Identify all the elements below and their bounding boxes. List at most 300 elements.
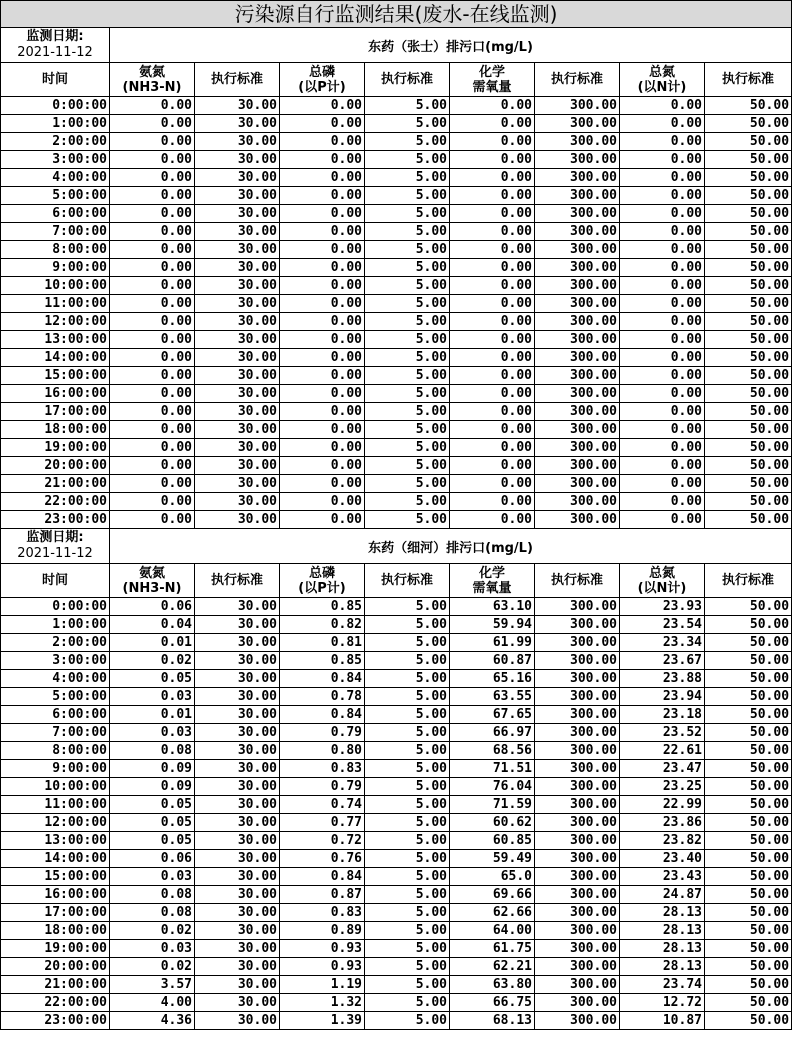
header-tp (280, 63, 365, 97)
tn-value: 0.00 (620, 457, 705, 475)
cod-value: 60.85 (450, 832, 535, 850)
tn-value: 0.00 (620, 295, 705, 313)
table-row (1, 97, 792, 115)
cod-value: 0.00 (450, 493, 535, 511)
tp-value: 0.87 (280, 886, 365, 904)
nh3-value: 0.00 (110, 457, 195, 475)
tp-value: 0.00 (280, 295, 365, 313)
tn-standard: 50.00 (705, 850, 792, 868)
tn-value: 0.00 (620, 259, 705, 277)
cod-value: 64.00 (450, 922, 535, 940)
cod-standard: 300.00 (535, 868, 620, 886)
table-row (1, 439, 792, 457)
tn-standard: 50.00 (705, 616, 792, 634)
tn-standard: 50.00 (705, 313, 792, 331)
monitoring-date-label: 监测日期: (26, 530, 84, 545)
cod-standard: 300.00 (535, 385, 620, 403)
table-row (1, 187, 792, 205)
tp-standard: 5.00 (365, 403, 450, 421)
tp-standard: 5.00 (365, 652, 450, 670)
cod-standard: 300.00 (535, 814, 620, 832)
nh3-standard: 30.00 (195, 493, 280, 511)
cod-standard: 300.00 (535, 760, 620, 778)
cod-value: 71.59 (450, 796, 535, 814)
cod-standard: 300.00 (535, 439, 620, 457)
table-row (1, 385, 792, 403)
tn-value: 23.94 (620, 688, 705, 706)
cod-value: 71.51 (450, 760, 535, 778)
cod-standard: 300.00 (535, 277, 620, 295)
header-nh3-standard (195, 63, 280, 97)
time-cell: 15:00:00 (1, 367, 110, 385)
header-nh3-text: 氨氮 (138, 64, 165, 80)
cod-standard: 300.00 (535, 742, 620, 760)
nh3-value: 0.00 (110, 349, 195, 367)
tn-standard: 50.00 (705, 223, 792, 241)
time-cell: 3:00:00 (1, 151, 110, 169)
cod-standard: 300.00 (535, 904, 620, 922)
tp-value: 0.82 (280, 616, 365, 634)
cod-standard: 300.00 (535, 670, 620, 688)
table-row (1, 133, 792, 151)
nh3-standard: 30.00 (195, 457, 280, 475)
nh3-value: 0.00 (110, 223, 195, 241)
tn-standard: 50.00 (705, 277, 792, 295)
nh3-standard: 30.00 (195, 940, 280, 958)
time-cell: 19:00:00 (1, 439, 110, 457)
nh3-value: 0.08 (110, 904, 195, 922)
tn-standard: 50.00 (705, 421, 792, 439)
table-row (1, 151, 792, 169)
tp-standard: 5.00 (365, 670, 450, 688)
nh3-standard: 30.00 (195, 724, 280, 742)
time-cell: 15:00:00 (1, 868, 110, 886)
cod-value: 0.00 (450, 457, 535, 475)
tn-value: 23.18 (620, 706, 705, 724)
table-row (1, 724, 792, 742)
tp-standard: 5.00 (365, 187, 450, 205)
cod-value: 68.13 (450, 1012, 535, 1030)
cod-standard: 300.00 (535, 688, 620, 706)
cod-value: 0.00 (450, 115, 535, 133)
tn-value: 0.00 (620, 331, 705, 349)
nh3-standard: 30.00 (195, 187, 280, 205)
header-tp-text: (以P计) (298, 580, 346, 596)
header-nh3-text: (NH3-N) (122, 580, 182, 596)
header-tn (620, 564, 705, 598)
time-cell: 21:00:00 (1, 475, 110, 493)
header-nh3 (110, 63, 195, 97)
tn-standard: 50.00 (705, 367, 792, 385)
cod-value: 60.62 (450, 814, 535, 832)
nh3-standard: 30.00 (195, 151, 280, 169)
nh3-value: 0.00 (110, 295, 195, 313)
tn-standard: 50.00 (705, 439, 792, 457)
header-tn-standard-text: 执行标准 (722, 72, 775, 87)
tp-value: 0.00 (280, 511, 365, 529)
cod-standard: 300.00 (535, 349, 620, 367)
table-row (1, 904, 792, 922)
cod-value: 0.00 (450, 475, 535, 493)
cod-standard: 300.00 (535, 634, 620, 652)
tp-value: 1.39 (280, 1012, 365, 1030)
nh3-standard: 30.00 (195, 922, 280, 940)
nh3-standard: 30.00 (195, 475, 280, 493)
nh3-standard: 30.00 (195, 421, 280, 439)
time-cell: 16:00:00 (1, 886, 110, 904)
cod-value: 62.66 (450, 904, 535, 922)
tn-value: 0.00 (620, 493, 705, 511)
tn-value: 0.00 (620, 313, 705, 331)
nh3-value: 4.00 (110, 994, 195, 1012)
cod-value: 68.56 (450, 742, 535, 760)
tp-value: 0.74 (280, 796, 365, 814)
cod-standard: 300.00 (535, 403, 620, 421)
time-cell: 19:00:00 (1, 940, 110, 958)
nh3-standard: 30.00 (195, 850, 280, 868)
nh3-value: 0.02 (110, 922, 195, 940)
tn-value: 23.93 (620, 598, 705, 616)
nh3-value: 0.00 (110, 169, 195, 187)
tn-standard: 50.00 (705, 403, 792, 421)
cod-standard: 300.00 (535, 367, 620, 385)
tn-value: 0.00 (620, 223, 705, 241)
tp-standard: 5.00 (365, 511, 450, 529)
header-nh3 (110, 564, 195, 598)
nh3-value: 0.00 (110, 385, 195, 403)
header-cod-standard (535, 564, 620, 598)
cod-standard: 300.00 (535, 976, 620, 994)
tn-value: 28.13 (620, 940, 705, 958)
nh3-standard: 30.00 (195, 169, 280, 187)
tn-value: 0.00 (620, 367, 705, 385)
cod-value: 61.75 (450, 940, 535, 958)
nh3-standard: 30.00 (195, 277, 280, 295)
tp-standard: 5.00 (365, 904, 450, 922)
time-cell: 10:00:00 (1, 277, 110, 295)
tp-standard: 5.00 (365, 385, 450, 403)
tp-value: 0.80 (280, 742, 365, 760)
time-cell: 18:00:00 (1, 421, 110, 439)
time-cell: 0:00:00 (1, 598, 110, 616)
time-cell: 2:00:00 (1, 133, 110, 151)
tn-value: 0.00 (620, 241, 705, 259)
tp-standard: 5.00 (365, 958, 450, 976)
cod-standard: 300.00 (535, 511, 620, 529)
tn-standard: 50.00 (705, 331, 792, 349)
header-time-text: 时间 (41, 72, 68, 87)
tn-standard: 50.00 (705, 886, 792, 904)
tp-value: 0.00 (280, 241, 365, 259)
table-row (1, 277, 792, 295)
cod-standard: 300.00 (535, 259, 620, 277)
cod-standard: 300.00 (535, 313, 620, 331)
header-tp-text: (以P计) (298, 79, 346, 95)
tn-standard: 50.00 (705, 1012, 792, 1030)
tp-value: 0.00 (280, 349, 365, 367)
table-row (1, 616, 792, 634)
tp-standard: 5.00 (365, 706, 450, 724)
cod-value: 0.00 (450, 277, 535, 295)
cod-value: 0.00 (450, 421, 535, 439)
time-cell: 7:00:00 (1, 724, 110, 742)
nh3-standard: 30.00 (195, 259, 280, 277)
cod-standard: 300.00 (535, 475, 620, 493)
cod-value: 0.00 (450, 205, 535, 223)
tn-standard: 50.00 (705, 706, 792, 724)
table-row (1, 403, 792, 421)
tn-standard: 50.00 (705, 115, 792, 133)
tn-value: 0.00 (620, 115, 705, 133)
tp-value: 0.78 (280, 688, 365, 706)
tn-standard: 50.00 (705, 958, 792, 976)
table-row (1, 598, 792, 616)
cod-value: 0.00 (450, 151, 535, 169)
cod-standard: 300.00 (535, 616, 620, 634)
tp-standard: 5.00 (365, 742, 450, 760)
nh3-standard: 30.00 (195, 133, 280, 151)
cod-value: 59.49 (450, 850, 535, 868)
header-cod-text: 需氧量 (472, 580, 512, 596)
time-cell: 5:00:00 (1, 187, 110, 205)
tp-standard: 5.00 (365, 475, 450, 493)
cod-value: 0.00 (450, 295, 535, 313)
nh3-standard: 30.00 (195, 295, 280, 313)
cod-standard: 300.00 (535, 922, 620, 940)
table-row (1, 475, 792, 493)
tn-value: 23.67 (620, 652, 705, 670)
header-nh3-standard (195, 564, 280, 598)
nh3-value: 0.03 (110, 724, 195, 742)
tp-value: 0.83 (280, 760, 365, 778)
tp-value: 0.00 (280, 457, 365, 475)
nh3-value: 0.01 (110, 706, 195, 724)
nh3-value: 0.00 (110, 241, 195, 259)
tn-value: 28.13 (620, 922, 705, 940)
cod-standard: 300.00 (535, 187, 620, 205)
header-tn-standard (705, 564, 792, 598)
tp-standard: 5.00 (365, 1012, 450, 1030)
tn-standard: 50.00 (705, 97, 792, 115)
time-cell: 5:00:00 (1, 688, 110, 706)
monitoring-date (1, 28, 110, 63)
nh3-standard: 30.00 (195, 223, 280, 241)
tn-standard: 50.00 (705, 940, 792, 958)
nh3-value: 0.00 (110, 511, 195, 529)
header-cod-text: 需氧量 (472, 79, 512, 95)
tn-standard: 50.00 (705, 814, 792, 832)
table-row (1, 688, 792, 706)
nh3-standard: 30.00 (195, 1012, 280, 1030)
time-cell: 20:00:00 (1, 457, 110, 475)
tn-value: 0.00 (620, 205, 705, 223)
tp-value: 0.83 (280, 904, 365, 922)
nh3-value: 0.03 (110, 688, 195, 706)
tp-standard: 5.00 (365, 331, 450, 349)
table-row (1, 922, 792, 940)
table-row (1, 457, 792, 475)
time-cell: 1:00:00 (1, 115, 110, 133)
table-row (1, 976, 792, 994)
tn-standard: 50.00 (705, 742, 792, 760)
nh3-standard: 30.00 (195, 97, 280, 115)
tn-standard: 50.00 (705, 187, 792, 205)
nh3-value: 0.05 (110, 832, 195, 850)
cod-standard: 300.00 (535, 457, 620, 475)
tp-standard: 5.00 (365, 457, 450, 475)
tn-value: 0.00 (620, 97, 705, 115)
header-tp-text: 总磷 (308, 565, 335, 581)
tn-standard: 50.00 (705, 778, 792, 796)
cod-value: 69.66 (450, 886, 535, 904)
page-title: 污染源自行监测结果(废水-在线监测) (1, 1, 792, 28)
tn-value: 0.00 (620, 151, 705, 169)
header-tn (620, 63, 705, 97)
tp-standard: 5.00 (365, 868, 450, 886)
nh3-value: 0.05 (110, 814, 195, 832)
tp-standard: 5.00 (365, 688, 450, 706)
table-row (1, 511, 792, 529)
tn-value: 0.00 (620, 511, 705, 529)
tn-standard: 50.00 (705, 259, 792, 277)
tn-value: 23.40 (620, 850, 705, 868)
time-cell: 22:00:00 (1, 994, 110, 1012)
tp-value: 0.72 (280, 832, 365, 850)
cod-standard: 300.00 (535, 493, 620, 511)
cod-standard: 300.00 (535, 151, 620, 169)
time-cell: 2:00:00 (1, 634, 110, 652)
column-header-row (1, 564, 792, 598)
nh3-standard: 30.00 (195, 598, 280, 616)
nh3-value: 0.03 (110, 868, 195, 886)
time-cell: 11:00:00 (1, 796, 110, 814)
header-cod-standard-text: 执行标准 (550, 72, 603, 87)
tn-value: 23.86 (620, 814, 705, 832)
tp-standard: 5.00 (365, 886, 450, 904)
nh3-value: 0.00 (110, 277, 195, 295)
table-row (1, 295, 792, 313)
nh3-value: 0.00 (110, 97, 195, 115)
nh3-standard: 30.00 (195, 886, 280, 904)
time-cell: 4:00:00 (1, 670, 110, 688)
table-row (1, 994, 792, 1012)
nh3-standard: 30.00 (195, 994, 280, 1012)
tp-standard: 5.00 (365, 940, 450, 958)
header-tn-standard (705, 63, 792, 97)
outlet-name: 东药（张士）排污口(mg/L) (110, 28, 792, 63)
tp-standard: 5.00 (365, 133, 450, 151)
cod-value: 0.00 (450, 403, 535, 421)
nh3-standard: 30.00 (195, 403, 280, 421)
column-header-row (1, 63, 792, 97)
header-tp (280, 564, 365, 598)
nh3-standard: 30.00 (195, 958, 280, 976)
nh3-standard: 30.00 (195, 616, 280, 634)
time-cell: 14:00:00 (1, 850, 110, 868)
nh3-standard: 30.00 (195, 241, 280, 259)
tp-value: 0.00 (280, 439, 365, 457)
nh3-standard: 30.00 (195, 688, 280, 706)
tn-value: 0.00 (620, 169, 705, 187)
tp-value: 0.00 (280, 187, 365, 205)
header-cod-text: 化学 (478, 565, 505, 581)
tn-standard: 50.00 (705, 634, 792, 652)
tp-value: 0.77 (280, 814, 365, 832)
time-cell: 7:00:00 (1, 223, 110, 241)
nh3-value: 0.00 (110, 313, 195, 331)
tp-value: 0.00 (280, 493, 365, 511)
nh3-standard: 30.00 (195, 205, 280, 223)
cod-value: 0.00 (450, 511, 535, 529)
table-row (1, 940, 792, 958)
monitoring-date-label: 监测日期: (26, 29, 84, 44)
tn-standard: 50.00 (705, 457, 792, 475)
header-tn-standard-text: 执行标准 (722, 573, 775, 588)
table-row (1, 241, 792, 259)
cod-value: 63.55 (450, 688, 535, 706)
nh3-standard: 30.00 (195, 742, 280, 760)
tn-value: 0.00 (620, 439, 705, 457)
tn-value: 24.87 (620, 886, 705, 904)
tn-standard: 50.00 (705, 133, 792, 151)
tp-value: 0.89 (280, 922, 365, 940)
tp-standard: 5.00 (365, 994, 450, 1012)
tn-standard: 50.00 (705, 511, 792, 529)
tp-value: 0.00 (280, 151, 365, 169)
cod-value: 61.99 (450, 634, 535, 652)
nh3-standard: 30.00 (195, 439, 280, 457)
tp-value: 0.84 (280, 670, 365, 688)
cod-value: 59.94 (450, 616, 535, 634)
tn-standard: 50.00 (705, 760, 792, 778)
tp-standard: 5.00 (365, 922, 450, 940)
header-nh3-standard-text: 执行标准 (210, 573, 263, 588)
time-cell: 17:00:00 (1, 403, 110, 421)
cod-value: 0.00 (450, 313, 535, 331)
cod-standard: 300.00 (535, 994, 620, 1012)
monitoring-date-value: 2021-11-12 (17, 546, 93, 561)
header-cod-standard-text: 执行标准 (550, 573, 603, 588)
tn-standard: 50.00 (705, 493, 792, 511)
time-cell: 13:00:00 (1, 331, 110, 349)
nh3-standard: 30.00 (195, 904, 280, 922)
tn-value: 0.00 (620, 403, 705, 421)
cod-standard: 300.00 (535, 331, 620, 349)
nh3-value: 0.00 (110, 187, 195, 205)
nh3-standard: 30.00 (195, 706, 280, 724)
nh3-value: 0.08 (110, 886, 195, 904)
nh3-value: 0.00 (110, 367, 195, 385)
tn-value: 23.47 (620, 760, 705, 778)
nh3-value: 0.00 (110, 475, 195, 493)
tn-standard: 50.00 (705, 832, 792, 850)
tp-value: 0.00 (280, 115, 365, 133)
cod-value: 63.80 (450, 976, 535, 994)
header-cod (450, 564, 535, 598)
tn-standard: 50.00 (705, 598, 792, 616)
nh3-value: 0.00 (110, 205, 195, 223)
time-cell: 10:00:00 (1, 778, 110, 796)
nh3-standard: 30.00 (195, 760, 280, 778)
header-tn-text: (以N计) (637, 580, 687, 596)
tp-standard: 5.00 (365, 724, 450, 742)
tp-value: 0.79 (280, 778, 365, 796)
table-row (1, 796, 792, 814)
tn-standard: 50.00 (705, 652, 792, 670)
tn-value: 28.13 (620, 958, 705, 976)
table-row (1, 331, 792, 349)
tp-standard: 5.00 (365, 367, 450, 385)
